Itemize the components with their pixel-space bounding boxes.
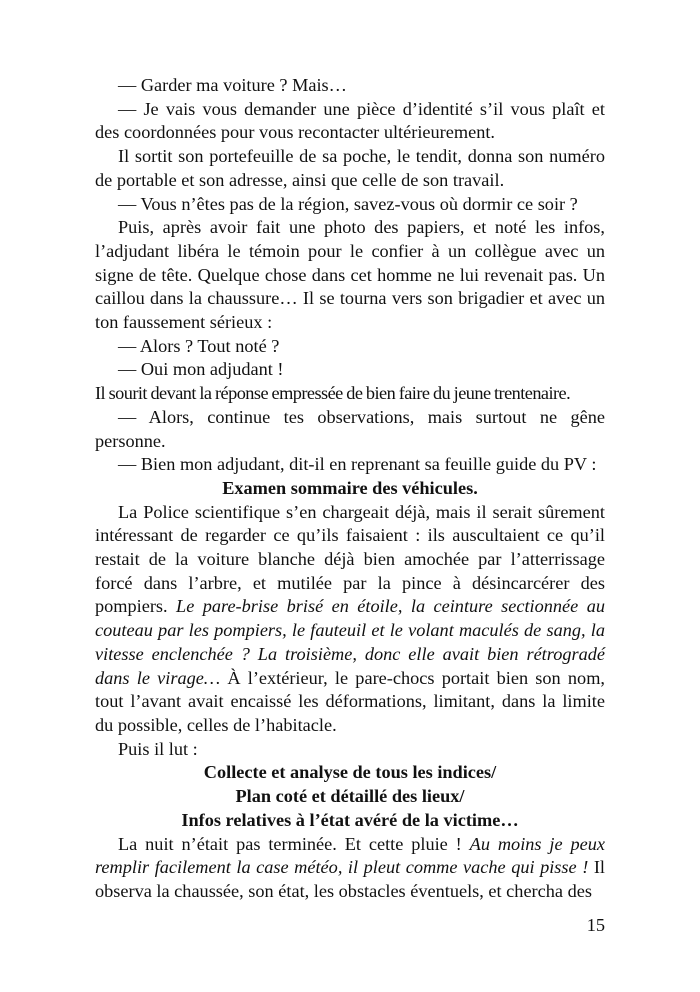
- paragraph: — Bien mon adjudant, dit-il en reprenant sa feuille guide du PV :: [118, 454, 597, 475]
- section-heading: Collecte et analyse de tous les indices/: [203, 762, 497, 783]
- paragraph: — Vous n’êtes pas de la région, savez-vous où dormir ce soir ?: [118, 193, 578, 214]
- paragraph: [95, 833, 605, 904]
- paragraph: — Alors, continue tes observations, mais surtout ne gêne personne.: [95, 406, 605, 451]
- paragraph-text: La Police scientifique s’en chargeait déjà, mais il serait sûrement intéressant de regarder ce qu’ils faisaient : ils auscultaient ce qu’il restait de la voiture blanche déjà bien amochée par l’atterrissage forcé dans l’arbre, et mutilée par la pince à désincarcérer des pompiers.: [95, 501, 605, 617]
- section-heading: Plan coté et détaillé des lieux/: [235, 786, 465, 807]
- italic-thought: Le pare-brise brisé en étoile, la ceinture sectionnée au couteau par les pompiers, le fauteuil et le volant maculés de sang, la vitesse enclenchée ? La troisième, donc elle avait bien rétrogradé dans le virage…: [95, 596, 605, 688]
- italic-thought: Au moins je peux remplir facilement la case météo, il pleut comme vache qui pisse !: [95, 833, 605, 878]
- paragraph: Puis, après avoir fait une photo des papiers, et noté les infos, l’adjudant libéra le témoin pour le confier à un collègue avec un signe de tête. Quelque chose dans cet homme ne lui revenait pas. Un caillou dans la chaussure… Il se tourna vers son brigadier et avec un ton faussement sérieux :: [95, 217, 605, 333]
- paragraph: — Je vais vous demander une pièce d’identité s’il vous plaît et des coordonnées pour vous recontacter ultérieurement.: [95, 98, 605, 143]
- section-heading: Infos relatives à l’état avéré de la victime…: [181, 809, 519, 830]
- paragraph: Il sourit devant la réponse empressée de bien faire du jeune trentenaire.: [95, 383, 571, 404]
- page-number: 15: [586, 915, 605, 935]
- paragraph: Il sortit son portefeuille de sa poche, le tendit, donna son numéro de portable et son adresse, ainsi que celle de son travail.: [95, 146, 605, 190]
- paragraph-text: À l’extérieur, le pare-chocs portait bien son nom, tout l’avant avait encaissé les déformations, limitant, dans la limite du possible, celles de l’habitacle.: [95, 667, 605, 735]
- paragraph: — Garder ma voiture ? Mais…: [118, 75, 347, 95]
- page-text: [95, 74, 605, 904]
- paragraph: — Alors ? Tout noté ?: [118, 335, 280, 356]
- section-heading: Examen sommaire des véhicules.: [222, 477, 478, 498]
- paragraph-text: Il observa la chaussée, son état, les obstacles éventuels, et chercha des: [95, 857, 605, 901]
- paragraph: Puis il lut :: [118, 738, 198, 759]
- paragraph-text: La nuit n’était pas terminée. Et cette pluie !: [118, 833, 470, 854]
- paragraph: — Oui mon adjudant !: [118, 359, 284, 380]
- paragraph: [95, 501, 605, 738]
